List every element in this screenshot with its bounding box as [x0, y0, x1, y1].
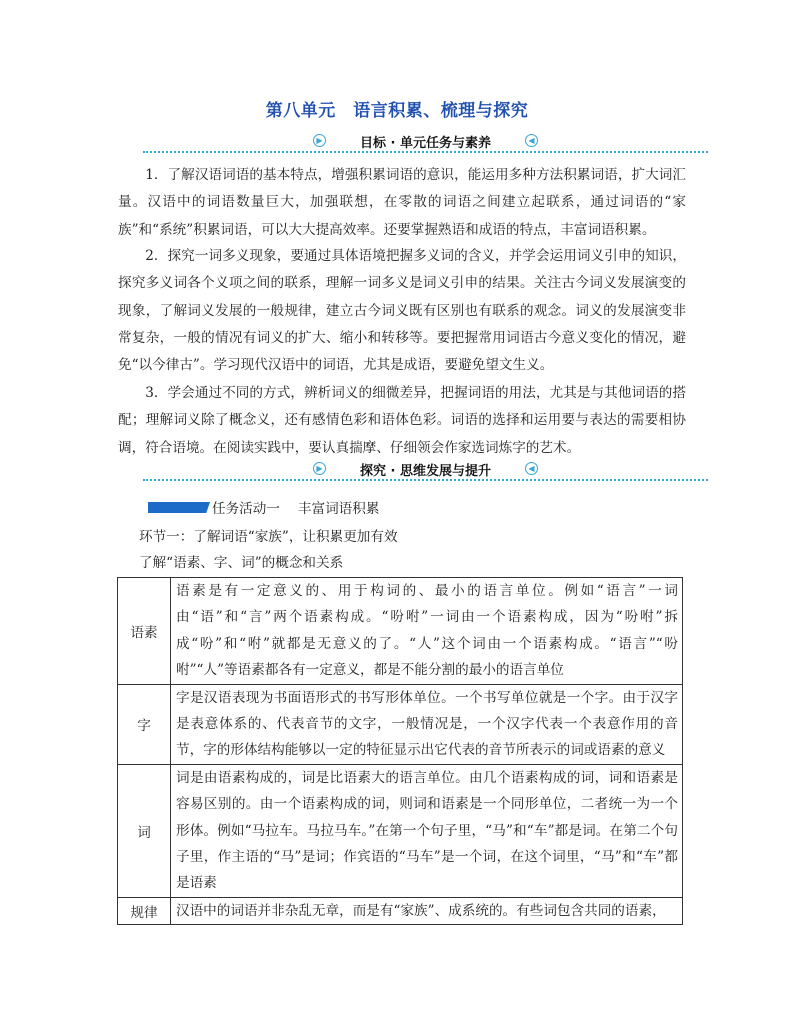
left-arrow-icon: ◀: [525, 462, 538, 475]
right-arrow-icon: ▶: [313, 134, 326, 147]
dotted-divider: [143, 479, 708, 481]
description-cell: 语素是有一定意义的、用于构词的、最小的语言单位。例如“语言”一词由“语”和“言”两个语素构成。“吩咐”一词由一个语素构成，因为“吩咐”拆成“吩”和“咐”就都是无意义的了。“人”这个词由一个语素构成。“语言”“吩咐”“人”等语素都各有一定意义，都是不能分割的最小的语言单位: [171, 578, 683, 685]
concept-table: [117, 577, 683, 925]
goal-paragraph-1: 1．了解汉语词语的基本特点，增强积累词语的意识，能运用多种方法积累词语，扩大词汇量。汉语中的词语数量巨大，加强联想，在零散的词语之间建立起联系，通过词语的“家族”和“系统”积累词语，可以大大提高效率。还要掌握熟语和成语的特点，丰富词语积累。: [118, 167, 686, 238]
page-title: 第八单元 语言积累、梳理与探究: [265, 101, 529, 121]
left-arrow-icon: ◀: [525, 134, 538, 147]
goals-banner-label: 目标 · 单元任务与素养: [360, 136, 491, 151]
goals-banner: [143, 130, 708, 154]
subsection-heading: 了解“语素、字、词”的概念和关系: [139, 555, 344, 571]
term-cell: 字: [118, 684, 171, 764]
task-marker-bar: [148, 502, 210, 513]
description-cell: 词是由语素构成的，词是比语素大的语言单位。由几个语素构成的词，词和语素是容易区别的。由一个语素构成的词，则词和语素是一个同形单位，二者统一为一个形体。例如“马拉车。马拉马车。”在第一个句子里，“马”和“车”都是词。在第二个句子里，作主语的“马”是词；作宾语的“马车”是一个词，在这个词里，“马”和“车”都是语素: [171, 764, 683, 897]
table-row: [118, 764, 683, 897]
explore-banner-label: 探究 · 思维发展与提升: [360, 464, 491, 479]
section-heading: 环节一：了解词语“家族”，让积累更加有效: [139, 529, 398, 545]
right-arrow-icon: ▶: [313, 462, 326, 475]
term-cell: 规律: [118, 897, 171, 924]
term-cell: 语素: [118, 578, 171, 685]
task-title: 任务活动一 丰富词语积累: [212, 501, 380, 517]
goal-paragraph-3: 3．学会通过不同的方式，辨析词义的细微差异，把握词语的用法，尤其是与其他词语的搭配；理解词义除了概念义，还有感情色彩和语体色彩。词语的选择和运用要与表达的需要相协调，符合语境。在阅读实践中，要认真揣摩、仔细领会作家选词炼字的艺术。: [118, 385, 686, 456]
description-cell: 汉语中的词语并非杂乱无章，而是有“家族”、成系统的。有些词包含共同的语素，: [171, 897, 683, 924]
explore-banner: [143, 458, 708, 482]
table-row: [118, 578, 683, 685]
term-cell: 词: [118, 764, 171, 897]
table-row: [118, 897, 683, 924]
table-row: [118, 684, 683, 764]
goal-paragraph-2: 2．探究一词多义现象，要通过具体语境把握多义词的含义，并学会运用词义引申的知识，探究多义词各个义项之间的联系，理解一词多义是词义引申的结果。关注古今词义发展演变的现象，了解词义发展的一般规律，建立古今词义既有区别也有联系的观念。词义的发展演变非常复杂，一般的情况有词义的扩大、缩小和转移等。要把握常用词语古今意义变化的情况，避免“以今律古”。学习现代汉语中的词语，尤其是成语，要避免望文生义。: [118, 248, 686, 374]
description-cell: 字是汉语表现为书面语形式的书写形体单位。一个书写单位就是一个字。由于汉字是表意体系的、代表音节的文字，一般情况是，一个汉字代表一个表意作用的音节，字的形体结构能够以一定的特征显示出它代表的音节所表示的词或语素的意义: [171, 684, 683, 764]
dotted-divider: [143, 151, 708, 153]
